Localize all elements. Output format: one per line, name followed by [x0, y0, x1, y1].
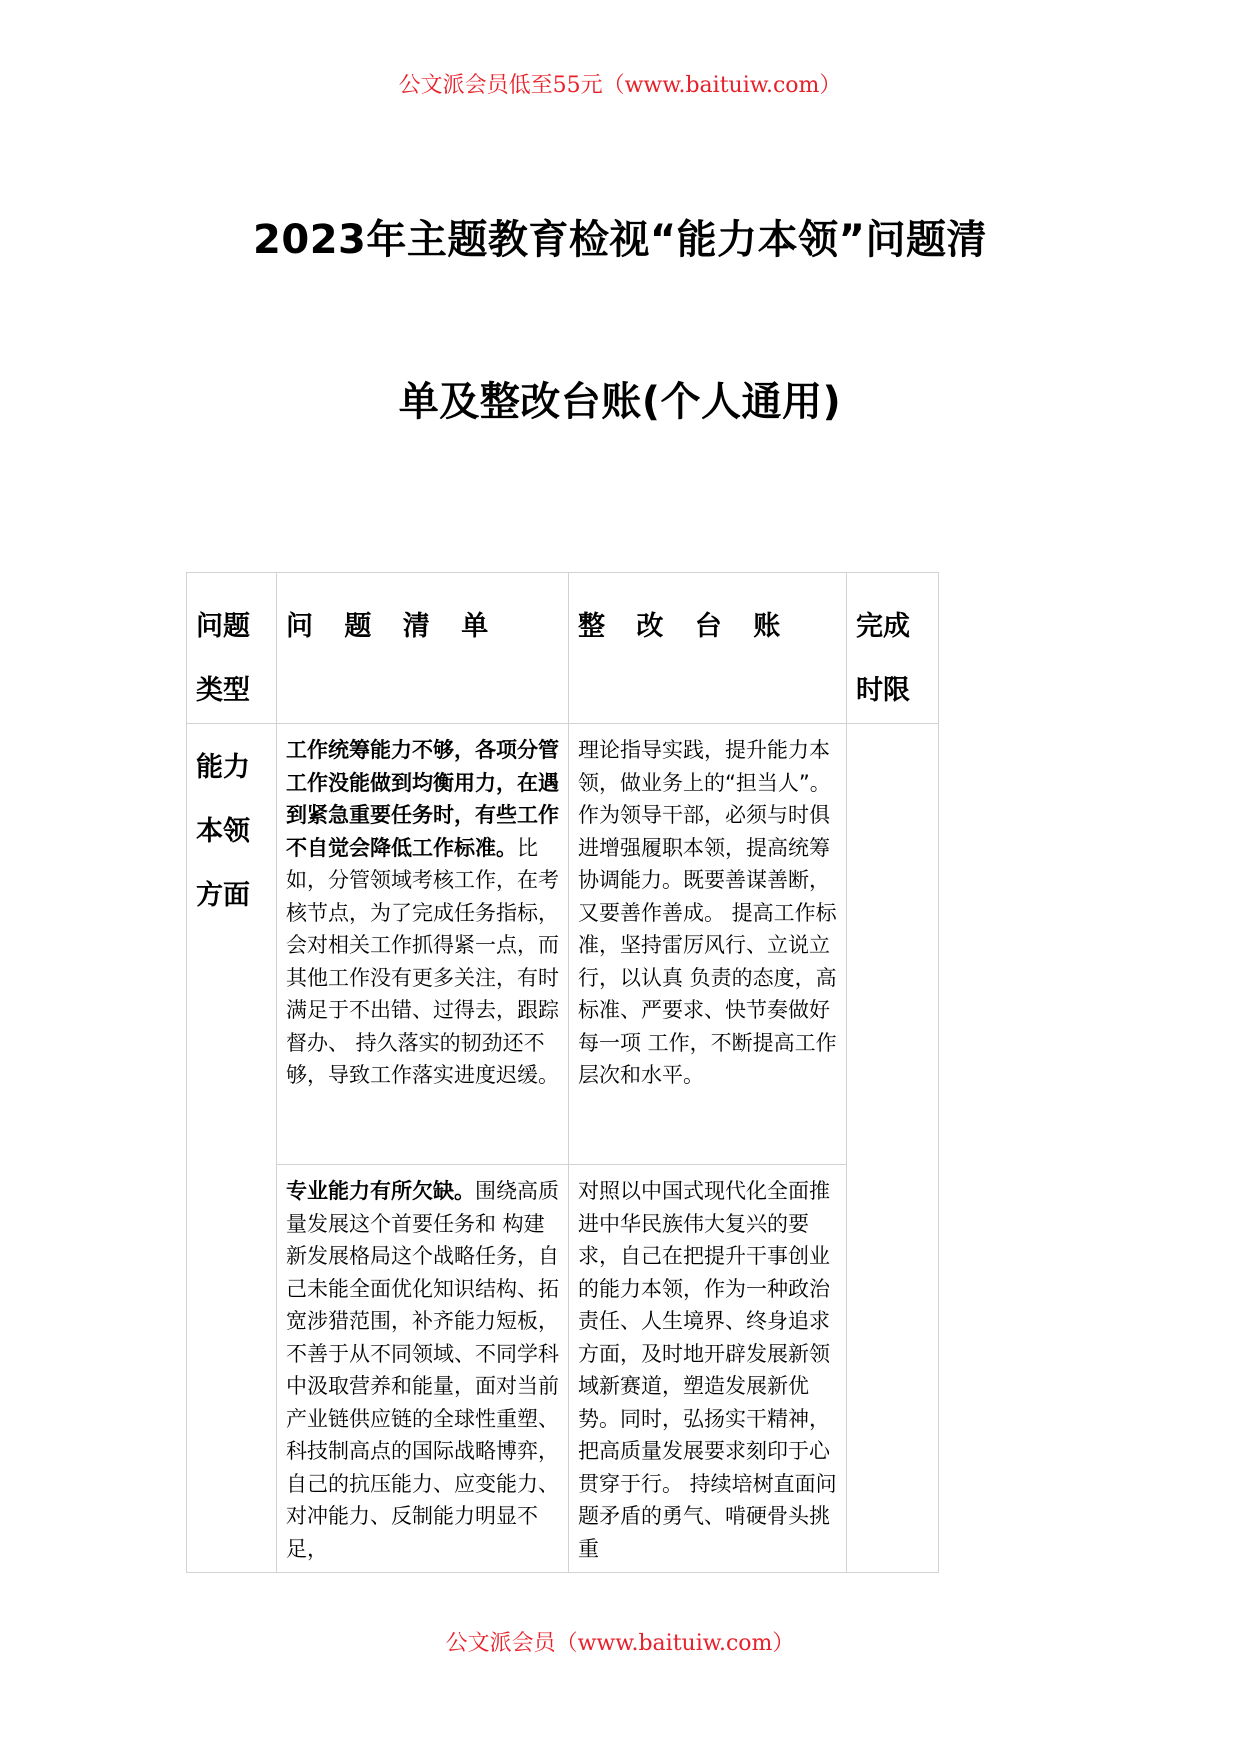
footer-promo-link[interactable]: 公文派会员（www.baituiw.com）	[445, 1631, 795, 1656]
issue-cell	[277, 1165, 569, 1573]
header-issue-label: 问 题 清 单	[286, 611, 500, 642]
issue-text	[277, 724, 568, 1092]
table-row	[187, 1165, 939, 1573]
issue-detail: 围绕高质量发展这个首要任务和 构建新发展格局这个战略任务，自己未能全面优化知识结构、拓宽涉猎范围，补齐能力短板，不善于从不同领域、不同学科中汲取营养和能量，面对当前产业链供应链的全球性重塑、科技制高点的国际战略博弈，自己的抗压能力、应变能力、对冲能力、反制能力明显不足，	[286, 1179, 559, 1561]
table-header-row	[187, 573, 939, 724]
header-promo-link[interactable]: 公文派会员低至55元（www.baituiw.com）	[398, 73, 842, 98]
rectification-ledger-table	[186, 572, 939, 1573]
document-title-line-2: 单及整改台账(个人通用)	[398, 379, 842, 425]
deadline-cell	[847, 724, 939, 1573]
rectification-cell	[569, 724, 847, 1165]
header-cell-rectification	[569, 573, 847, 724]
header-deadline-label: 完成时限	[856, 611, 910, 706]
rectification-text: 理论指导实践，提升能力本领，做业务上的“担当人”。作为领导干部，必须与时俱进增强履职本领，提高统筹协调能力。既要善谋善断，又要善作善成。 提高工作标准，坚持雷厉风行、立说立行，以认真 负责的态度，高标准、严要求、快节奏做好每一项 工作，不断提高工作层次和水平。	[578, 738, 837, 1087]
document-title-line-1: 2023年主题教育检视“能力本领”问题清	[253, 217, 987, 263]
category-label: 能力本领方面	[196, 752, 250, 911]
header-rectification-label: 整 改 台 账	[578, 611, 792, 642]
header-cell-deadline	[847, 573, 939, 724]
category-cell	[187, 724, 277, 1573]
header-cell-issue	[277, 573, 569, 724]
issue-cell	[277, 724, 569, 1165]
issue-headline: 工作统筹能力不够，各项分管工作没能做到均衡用力，在遇到紧急重要任务时，有些工作不自觉会降低工作标准。	[286, 738, 559, 860]
header-cell-type	[187, 573, 277, 724]
issue-detail: 比如，分管领域考核工作，在考核节点，为了完成任务指标，会对相关工作抓得紧一点，而其他工作没有更多关注，有时满足于不出错、过得去，跟踪督办、 持久落实的韧劲还不够，导致工作落实进度迟缓。	[286, 835, 559, 1087]
issue-text	[277, 1165, 568, 1565]
deadline-text	[847, 724, 938, 734]
rectification-cell	[569, 1165, 847, 1573]
issue-headline: 专业能力有所欠缺。	[286, 1179, 475, 1203]
table-row	[187, 724, 939, 1165]
rectification-text: 对照以中国式现代化全面推进中华民族伟大复兴的要求，自己在把提升干事创业的能力本领，作为一种政治责任、人生境界、终身追求方面，及时地开辟发展新领域新赛道，塑造发展新优势。同时，弘扬实干精神，把高质量发展要求刻印于心贯穿于行。 持续培树直面问题矛盾的勇气、啃硬骨头挑重	[578, 1179, 837, 1561]
header-type-label: 问题类型	[196, 611, 250, 706]
